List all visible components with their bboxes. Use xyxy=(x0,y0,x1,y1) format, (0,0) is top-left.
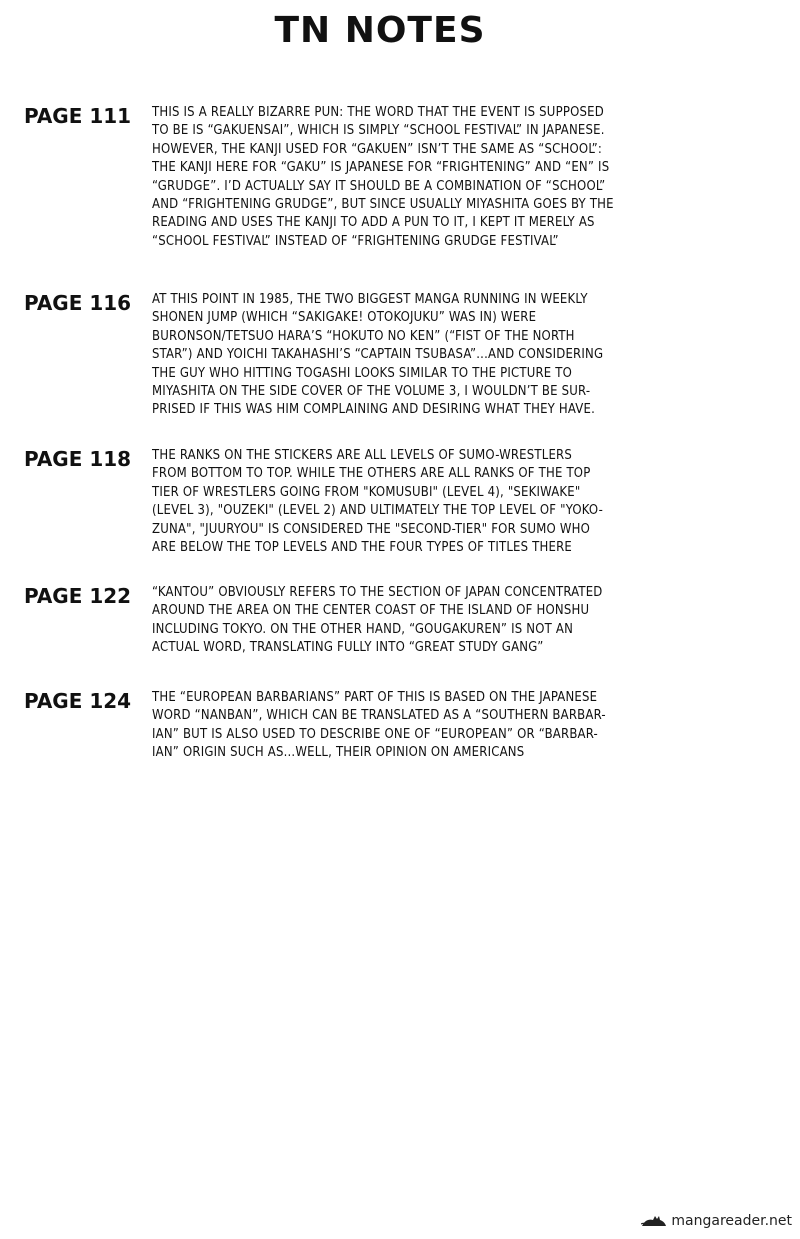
watermark-text: mangareader.net xyxy=(671,1213,792,1229)
note-page-text: THE “EUROPEAN BARBARIANS” PART OF THIS IS BASED ON THE JAPANESE WORD “NANBAN”, WHICH CAN BE TRANSLATED AS A “SOUTHERN BARBAR- IAN” BUT IS ALSO USED TO DESCRIBE ONE OF “EUROPEAN” OR “BARBAR- IAN” ORIGIN SUCH AS...WELL, THEIR OPINION ON AMERICANS xyxy=(152,690,606,761)
note-page-label: PAGE 111 xyxy=(24,104,132,128)
note-page-label: PAGE 124 xyxy=(24,689,132,713)
watermark xyxy=(641,1213,792,1229)
note-page-text: THIS IS A REALLY BIZARRE PUN: THE WORD THAT THE EVENT IS SUPPOSED TO BE IS “GAKUENSAI”, WHICH IS SIMPLY “SCHOOL FESTIVAL” IN JAPANESE. HOWEVER, THE KANJI USED FOR “GAKUEN” ISN’T THE SAME AS “SCHOOL”: THE KANJI HERE FOR “GAKU” IS JAPANESE FOR “FRIGHTENING” AND “EN” IS “GRUDGE”. I’D ACTUALLY SAY IT SHOULD BE A COMBINATION OF “SCHOOL” AND “FRIGHTENING GRUDGE”, BUT SINCE USUALLY MIYASHITA GOES BY THE READING AND USES THE KANJI TO ADD A PUN TO IT, I KEPT IT MERELY AS “SCHOOL FESTIVAL” INSTEAD OF “FRIGHTENING GRUDGE FESTIVAL” xyxy=(152,105,614,249)
note-page-label: PAGE 116 xyxy=(24,291,132,315)
note-page-text: “KANTOU” OBVIOUSLY REFERS TO THE SECTION OF JAPAN CONCENTRATED AROUND THE AREA ON THE CENTER COAST OF THE ISLAND OF HONSHU INCLUDING TOKYO. ON THE OTHER HAND, “GOUGAKUREN” IS NOT AN ACTUAL WORD, TRANSLATING FULLY INTO “GREAT STUDY GANG” xyxy=(152,585,603,656)
note-page-label: PAGE 122 xyxy=(24,584,132,608)
note-page-label: PAGE 118 xyxy=(24,447,132,471)
note-page-text: THE RANKS ON THE STICKERS ARE ALL LEVELS OF SUMO-WRESTLERS FROM BOTTOM TO TOP. WHILE THE OTHERS ARE ALL RANKS OF THE TOP TIER OF WRESTLERS GOING FROM "KOMUSUBI" (LEVEL 4), "SEKIWAKE" (LEVEL 3), "OUZEKI" (LEVEL 2) AND ULTIMATELY THE TOP LEVEL OF "YOKO- ZUNA", "JUURYOU" IS CONSIDERED THE "SECOND-TIER" FOR SUMO WHO ARE BELOW THE TOP LEVELS AND THE FOUR TYPES OF TITLES THERE xyxy=(152,448,604,556)
page-title: TN NOTES xyxy=(274,10,486,51)
cat-silhouette-icon xyxy=(641,1214,667,1228)
note-page-text: AT THIS POINT IN 1985, THE TWO BIGGEST MANGA RUNNING IN WEEKLY SHONEN JUMP (WHICH “SAKIGAKE! OTOKOJUKU” WAS IN) WERE BURONSON/TETSUO HARA’S “HOKUTO NO KEN” (“FIST OF THE NORTH STAR”) AND YOICHI TAKAHASHI’S “CAPTAIN TSUBASA”...AND CONSIDERING THE GUY WHO HITTING TOGASHI LOOKS SIMILAR TO THE PICTURE TO MIYASHITA ON THE SIDE COVER OF THE VOLUME 3, I WOULDN’T BE SUR- PRISED IF THIS WAS HIM COMPLAINING AND DESIRING WHAT THEY HAVE. xyxy=(152,292,604,418)
